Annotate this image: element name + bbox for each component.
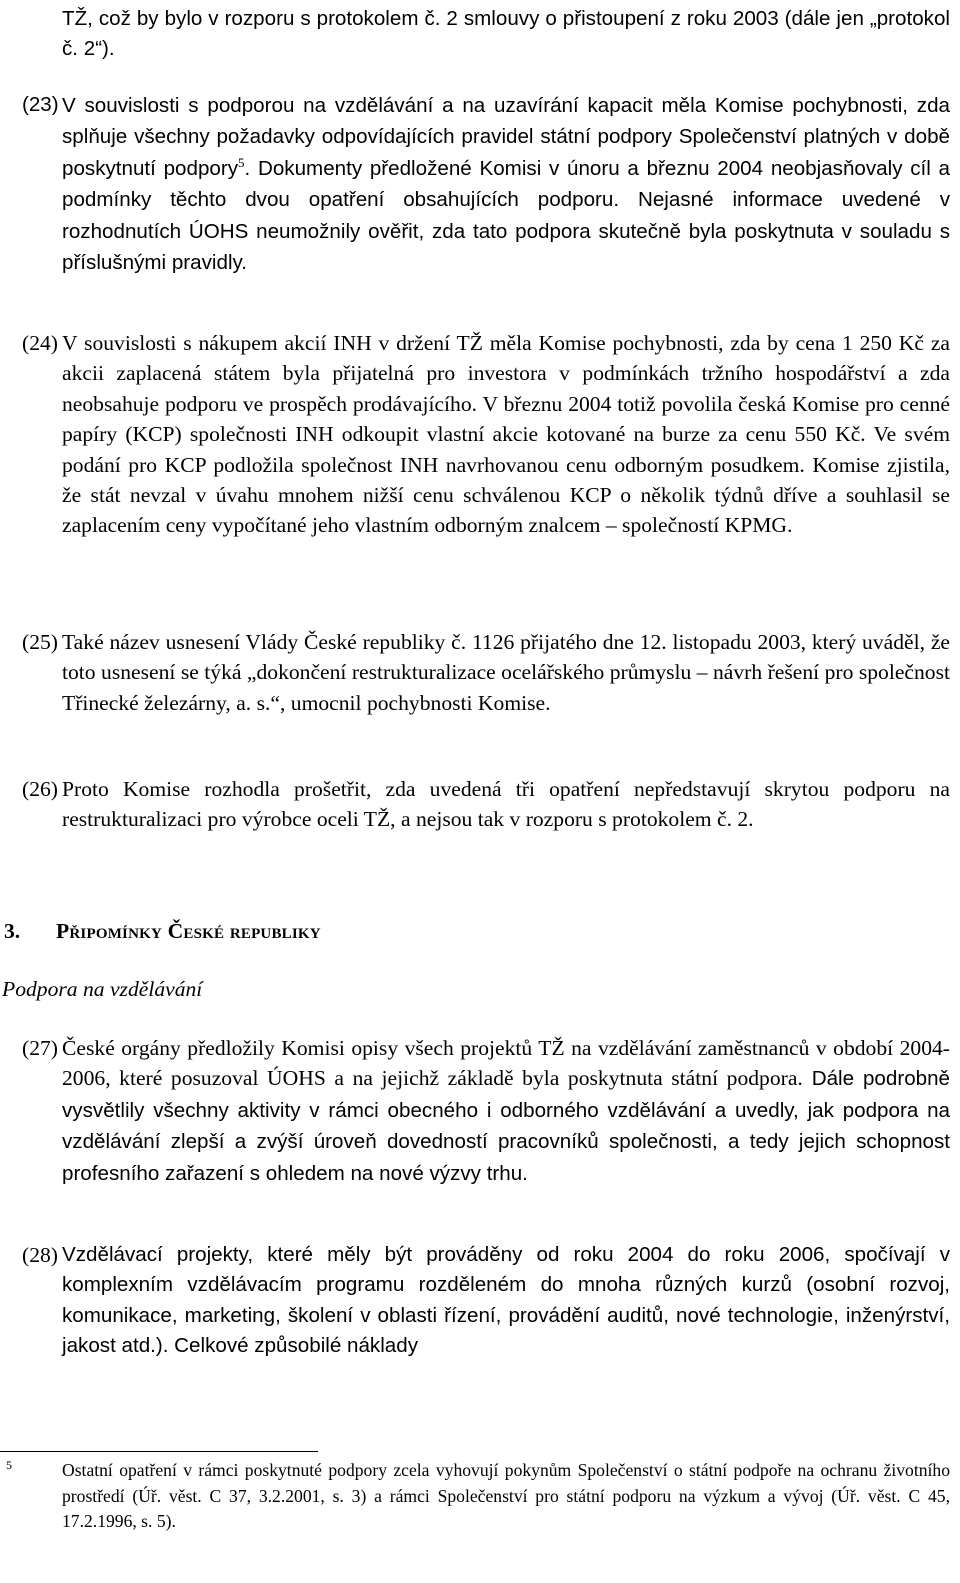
paragraph-text: Proto Komise rozhodla prošetřit, zda uvedená tři opatření nepředstavují skrytou podporu na restrukturalizaci pro výrobce oceli TŽ, a nejsou tak v rozporu s protokolem č. 2. xyxy=(62,777,950,832)
paragraph-text-part-a: České orgány předložily Komisi opisy všech projektů TŽ na vzdělávání zaměstnanců v období 2004-2006, které posuzoval ÚOHS a na jejichž základě byla poskytnuta státní podpora. xyxy=(62,1036,950,1091)
paragraph-text-part-b: . Dokumenty předložené Komisi v únoru a březnu 2004 neobjasňovaly cíl a podmínky těchto dvou opatření obsahujících podporu. xyxy=(62,156,950,212)
paragraph-number: (28) xyxy=(22,1243,58,1267)
paragraph-continuation xyxy=(62,4,950,65)
paragraph-26 xyxy=(22,774,950,835)
section-title: Připomínky České republiky xyxy=(56,919,321,943)
footnote xyxy=(6,1458,950,1535)
paragraph-27 xyxy=(22,1033,951,1189)
paragraph-25 xyxy=(22,627,950,718)
paragraph-text-part-a: V souvislosti s podporou na vzdělávání a na uzavírání kapacit měla Komise pochybnosti, zda splňuje všechny požadavky odpovídajících pravidel státní podpory Společenství platných v době poskytnutí podpory xyxy=(62,94,950,180)
paragraph-28 xyxy=(22,1240,950,1362)
footnote-number: 5 xyxy=(6,1458,12,1472)
paragraph-text: TŽ, což by bylo v rozporu s protokolem č. 2 smlouvy o přistoupení z roku 2003 (dále jen „protokol č. 2“). xyxy=(62,7,950,61)
footnote-text: Ostatní opatření v rámci poskytnuté podpory zcela vyhovují pokynům Společenství o státní podpoře na ochranu životního prostředí (Úř. věst. C 37, 3.2.2001, s. 3) a rámci Společenství pro státní podporu na výzkum a vývoj (Úř. věst. C 45, 17.2.1996, s. 5). xyxy=(62,1460,950,1532)
footnote-separator xyxy=(0,1451,318,1452)
section-number: 3. xyxy=(4,919,21,943)
subsection-heading: Podpora na vzdělávání xyxy=(2,977,203,1001)
paragraph-text: Také název usnesení Vlády České republiky č. 1126 přijatého dne 12. listopadu 2003, který uváděl, že toto usnesení se týká „dokončení restrukturalizace ocelářského průmyslu – návrh řešení pro společnost Třinecké železárny, a. s.“, umocnil pochybnosti Komise. xyxy=(62,630,950,715)
paragraph-text: Vzdělávací projekty, které měly být prováděny od roku 2004 do roku 2006, spočívají v komplexním vzdělávacím programu rozděleném do mnoha různých kurzů (osobní rozvoj, komunikace, marketing, školení v oblasti řízení, provádění auditů, nové technologie, inženýrství, jakost atd.). Celkové způsobilé náklady xyxy=(62,1243,950,1358)
footnote-reference[interactable]: 5 xyxy=(238,154,245,170)
paragraph-number: (23) xyxy=(22,93,59,116)
paragraph-text: V souvislosti s nákupem akcií INH v držení TŽ měla Komise pochybnosti, zda by cena 1 250 Kč za akcii zaplacená státem byla přijatelná pro investora v podmínkách tržního hospodářství a zda neobsahuje podporu ve prospěch prodávajícího. V březnu 2004 totiž povolila česká Komise pro cenné papíry (KCP) společnosti INH odkoupit vlastní akcie kotované na burze za cenu 550 Kč. Ve svém podání pro KCP podložila společnost INH navrhovanou cenu odborným posudkem. Komise zjistila, že stát nevzal v úvahu mnohem nižší cenu schválenou KCP o několik týdnů dříve a souhlasil se zaplacením ceny vypočítané jeho vlastním odborným znalcem – společností KPMG. xyxy=(62,331,950,538)
paragraph-number: (26) xyxy=(22,777,58,801)
paragraph-number: (25) xyxy=(22,630,58,654)
paragraph-text-part-b: Dále podrobně vysvětlily všechny aktivity v rámci obecného i odborného vzdělávání a uvedly, jak podpora na vzdělávání zlepší a zvýší úroveň dovedností pracovníků společnosti, a tedy jejich schopnost profesního zařazení s ohledem na nové výzvy trhu. xyxy=(62,1067,951,1185)
paragraph-number: (24) xyxy=(22,331,58,355)
paragraph-24 xyxy=(22,328,950,541)
paragraph-23 xyxy=(22,90,950,278)
paragraph-text-part-c: Nejasné informace uvedené v rozhodnutích ÚOHS neumožnily ověřit, zda tato podpora skutečně byla poskytnuta v souladu s příslušnými pravidly. xyxy=(62,188,950,275)
section-heading xyxy=(4,916,321,946)
paragraph-number: (27) xyxy=(22,1036,58,1060)
